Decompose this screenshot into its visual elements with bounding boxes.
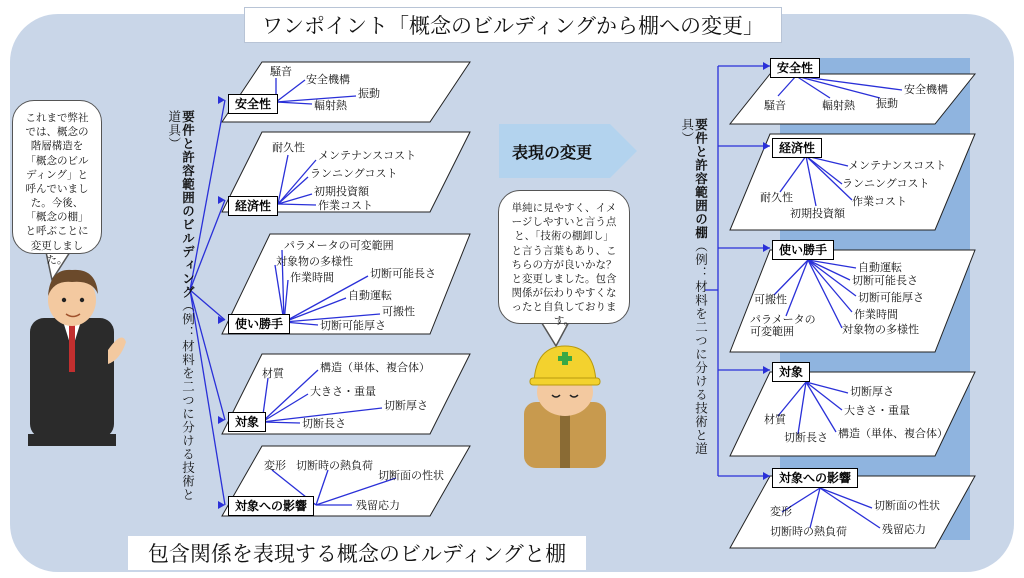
floor-item: パラメータの可変範囲 bbox=[284, 239, 394, 252]
left-speech-bubble: これまで弊社では、概念の階層構造を「概念のビルディング」と呼んでいました。今後、「概念の棚」と呼ぶことに変更しました。 bbox=[12, 100, 102, 254]
building-floor-label: 安全性 bbox=[228, 94, 278, 114]
floor-item: 切断可能厚さ bbox=[320, 319, 386, 332]
floor-item: メンテナンスコスト bbox=[318, 149, 417, 162]
building-subtitle-text: （例：材料を二つに分ける技術と道具） bbox=[166, 110, 196, 502]
floor-item: 対象物の多様性 bbox=[276, 255, 353, 268]
floor-item: 切断面の性状 bbox=[378, 469, 444, 482]
shelf-label: 対象 bbox=[772, 362, 810, 382]
shelf-item: 大きさ・重量 bbox=[844, 404, 910, 417]
floor-item: 自動運転 bbox=[348, 289, 392, 302]
shelf-item: 自動運転 bbox=[858, 261, 902, 274]
shelf-title-text: 要件と許容範囲の棚 bbox=[693, 118, 709, 240]
floor-item: 残留応力 bbox=[356, 499, 400, 512]
building-floor-label: 使い勝手 bbox=[228, 314, 290, 334]
floor-item: 騒音 bbox=[270, 65, 292, 78]
shelf-subtitle-text: （例：材料を二つに分ける技術と道具） bbox=[679, 118, 709, 456]
shelf-item: 耐久性 bbox=[760, 191, 793, 204]
businessman-illustration bbox=[28, 270, 126, 446]
shelf-item: 切断時の熱負荷 bbox=[770, 525, 847, 538]
building-vertical-title bbox=[167, 110, 195, 510]
shelf-item: 安全機構 bbox=[904, 83, 948, 96]
floor-item: 材質 bbox=[262, 367, 284, 380]
floor-item: 可搬性 bbox=[382, 305, 415, 318]
floor-item: 振動 bbox=[358, 87, 380, 100]
shelf-item: 残留応力 bbox=[882, 523, 926, 536]
floor-item: 構造（単体、複合体） bbox=[320, 361, 430, 374]
floor-item: 輻射熱 bbox=[314, 99, 347, 112]
building-floor-label: 対象 bbox=[228, 412, 266, 432]
shelf-item: ランニングコスト bbox=[842, 177, 930, 190]
shelf-item: 騒音 bbox=[764, 99, 786, 112]
floor-item: 大きさ・重量 bbox=[310, 385, 376, 398]
change-arrow-label: 表現の変更 bbox=[512, 143, 593, 162]
shelf-item: 輻射熱 bbox=[822, 99, 855, 112]
shelf-item: 可搬性 bbox=[754, 293, 787, 306]
floor-item: 作業コスト bbox=[318, 199, 373, 212]
floor-item: 切断可能長さ bbox=[370, 267, 436, 280]
shelf-item: 切断厚さ bbox=[850, 385, 894, 398]
shelf-item: 切断長さ bbox=[784, 431, 828, 444]
right-speech-bubble: 単純に見やすく、イメージしやすいと言う点と、「技術の棚卸し」と言う言葉もあり、こちらの方が良いかな？と変更しました。包含関係が伝わりやすくなったと自負しております。 bbox=[498, 190, 630, 324]
shelf-item: パラメータの可変範囲 bbox=[750, 313, 816, 339]
shelf-vertical-title bbox=[680, 118, 708, 468]
floor-item: 切断長さ bbox=[302, 417, 346, 430]
floor-item: 作業時間 bbox=[290, 271, 334, 284]
floor-item: ランニングコスト bbox=[310, 167, 398, 180]
floor-item: 初期投資額 bbox=[314, 185, 369, 198]
shelf-item: 切断面の性状 bbox=[874, 499, 940, 512]
footer-caption: 包含関係を表現する概念のビルディングと棚 bbox=[128, 536, 586, 570]
building-floor-label: 経済性 bbox=[228, 196, 278, 216]
shelf-item: 作業時間 bbox=[854, 308, 898, 321]
shelf-item: 初期投資額 bbox=[790, 207, 845, 220]
page-title: ワンポイント「概念のビルディングから棚への変更」 bbox=[244, 7, 782, 43]
building-title-text: 要件と許容範囲のビルディング bbox=[180, 110, 196, 299]
shelf-item: 振動 bbox=[876, 97, 898, 110]
shelf-label: 経済性 bbox=[772, 138, 822, 158]
floor-item: 切断厚さ bbox=[384, 399, 428, 412]
shelf-item: 切断可能厚さ bbox=[858, 291, 924, 304]
shelf-item: 変形 bbox=[770, 505, 792, 518]
shelf-label: 対象への影響 bbox=[772, 468, 858, 488]
worker-illustration bbox=[524, 346, 606, 468]
shelf-item: 作業コスト bbox=[852, 195, 907, 208]
floor-item: 安全機構 bbox=[306, 73, 350, 86]
shelf-label: 使い勝手 bbox=[772, 240, 834, 260]
shelf-item: 対象物の多様性 bbox=[842, 323, 919, 336]
floor-item: 耐久性 bbox=[272, 141, 305, 154]
floor-item: 切断時の熱負荷 bbox=[296, 459, 373, 472]
shelf-label: 安全性 bbox=[770, 58, 820, 78]
building-floor-label: 対象への影響 bbox=[228, 496, 314, 516]
shelf-item: 切断可能長さ bbox=[852, 274, 918, 287]
shelf-item: 材質 bbox=[764, 413, 786, 426]
shelf-item: 構造（単体、複合体） bbox=[838, 427, 948, 440]
floor-item: 変形 bbox=[264, 459, 286, 472]
shelf-item: メンテナンスコスト bbox=[848, 159, 947, 172]
